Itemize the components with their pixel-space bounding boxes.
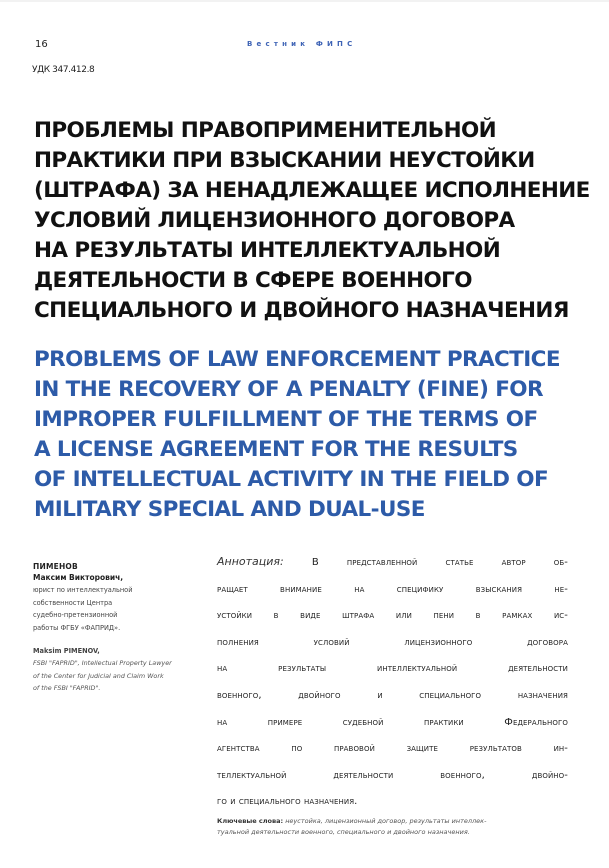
title-ru-line: ДЕЯТЕЛЬНОСТИ В СФЕРЕ ВОЕННОГО	[34, 268, 472, 293]
author-position-ru-line: работы ФГБУ «ФАПРИД».	[33, 623, 121, 632]
abstract-text: В представленной статье автор об-	[311, 557, 569, 568]
page-number: 16	[35, 39, 48, 50]
abstract-label: Аннотация:	[217, 555, 284, 568]
abstract-line: устойки в виде штрафа или пени в рамках ис-	[217, 610, 568, 622]
author-position-en-line: of the Center for Judicial and Claim Work	[33, 671, 164, 680]
keywords-label: Ключевые слова:	[217, 817, 284, 825]
abstract-line: теллектуальной деятельности военного, двойно-	[217, 769, 568, 781]
title-en-line: IMPROPER FULFILLMENT OF THE TERMS OF	[34, 407, 538, 432]
title-en-line: A LICENSE AGREEMENT FOR THE RESULTS	[34, 437, 518, 462]
abstract-line: агентства по правовой защите результатов ин-	[217, 743, 568, 755]
title-en-line: OF INTELLECTUAL ACTIVITY IN THE FIELD OF	[34, 467, 549, 492]
author-position-en-line: FSBI "FAPRID", Intellectual Property Lawyer	[33, 659, 172, 667]
title-ru-line: ПРАКТИКИ ПРИ ВЗЫСКАНИИ НЕУСТОЙКИ	[34, 148, 535, 173]
abstract-line: военного, двойного и специального назначения	[217, 689, 568, 701]
keywords-text: неустойка, лицензионный договор, результаты интеллек-	[285, 817, 487, 825]
title-ru-line: НА РЕЗУЛЬТАТЫ ИНТЕЛЛЕКТУАЛЬНОЙ	[34, 238, 501, 263]
abstract	[217, 549, 568, 816]
author-position-en-line: of the FSBI "FAPRID".	[33, 684, 101, 692]
author-position-ru-line: судебно-претензионной	[33, 611, 118, 619]
title-en-line: PROBLEMS OF LAW ENFORCEMENT PRACTICE	[34, 347, 560, 372]
abstract-line: на примере судебной практики Федерального	[217, 716, 568, 728]
author-info	[33, 561, 203, 695]
author-name-ru: Максим Викторович,	[33, 573, 124, 582]
title-ru-line: УСЛОВИЙ ЛИЦЕНЗИОННОГО ДОГОВОРА	[34, 208, 515, 233]
title-en-line: MILITARY SPECIAL AND DUAL-USE	[34, 497, 425, 522]
title-en-line: IN THE RECOVERY OF A PENALTY (FINE) FOR	[34, 377, 543, 402]
udk-code: УДК 347.412.8	[32, 65, 95, 75]
page-top-edge	[0, 0, 609, 2]
author-position-ru	[33, 584, 203, 634]
author-position-ru-line: собственности Центра	[33, 598, 113, 607]
article-title-ru	[34, 116, 594, 326]
article-title-en	[34, 345, 594, 525]
journal-name: Вестник ФИПС	[247, 40, 357, 48]
keywords-line: туальной деятельности военного, специального и двойного назначения.	[217, 828, 470, 836]
author-position-en	[33, 657, 203, 695]
author-name-en: Maksim PIMENOV,	[33, 647, 100, 655]
author-position-ru-line: юрист по интеллектуальной	[33, 586, 133, 594]
title-ru-line: ПРОБЛЕМЫ ПРАВОПРИМЕНИТЕЛЬНОЙ	[34, 118, 497, 143]
abstract-line: на результаты интеллектуальной деятельности	[217, 663, 568, 675]
author-surname-ru: ПИМЕНОВ	[33, 562, 78, 571]
abstract-line	[217, 549, 568, 577]
abstract-line: го и специального назначения.	[217, 796, 358, 808]
keywords	[217, 816, 569, 838]
abstract-line: полнения условий лицензионного договора	[217, 636, 568, 648]
title-ru-line: (ШТРАФА) ЗА НЕНАДЛЕЖАЩЕЕ ИСПОЛНЕНИЕ	[34, 178, 590, 203]
abstract-line: ращает внимание на специфику взыскания не-	[217, 583, 568, 595]
title-ru-line: СПЕЦИАЛЬНОГО И ДВОЙНОГО НАЗНАЧЕНИЯ	[34, 298, 569, 323]
keywords-line	[217, 816, 569, 827]
